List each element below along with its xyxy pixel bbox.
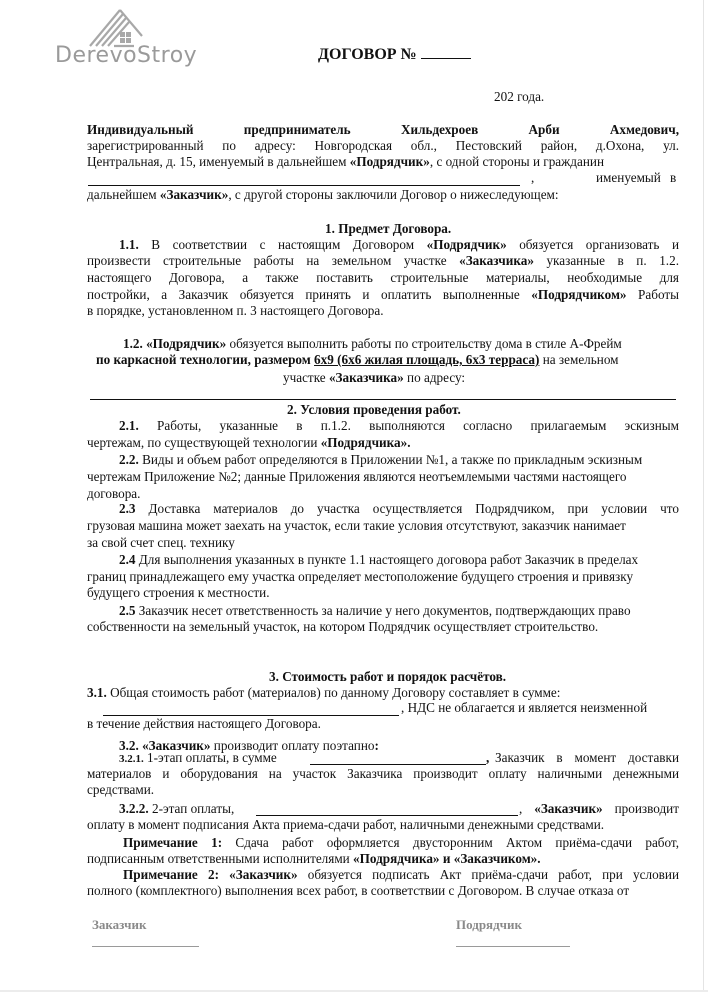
clause-2-4-line-3: будущего строения к местности. xyxy=(87,585,270,600)
preamble-word: именуемый xyxy=(596,170,661,185)
text: Доставка материалов до участка осуществляется Подрядчиком, при условии что xyxy=(135,501,679,516)
clause-number: 2.1. xyxy=(119,418,139,433)
contractor-term: «Подрядчик» xyxy=(426,237,507,252)
text: , xyxy=(486,750,490,765)
text: 2-этап оплаты, xyxy=(148,801,235,816)
text: указанные в п. 1.2. xyxy=(533,253,679,268)
customer-signature-line xyxy=(92,946,199,947)
stage-2-sum-blank xyxy=(256,815,518,816)
clause-1-1-line-3: настоящего Договора, а также поставить строительные материалы, необходимые для xyxy=(87,270,679,285)
customer-term: «Заказчика» xyxy=(328,370,404,385)
text: Центральная, д. 15, именуемый в дальнейшем xyxy=(87,154,350,169)
clause-1-2-line-2 xyxy=(96,352,619,368)
page-edge xyxy=(703,0,704,992)
text: по каркасной технологии, размером xyxy=(96,352,315,367)
clause-3-1-line-3: в течение действия настоящего Договора. xyxy=(87,716,321,731)
customer-signature-label: Заказчик xyxy=(92,917,147,932)
text: производит xyxy=(602,801,679,816)
customer-term: «Заказчика» xyxy=(459,253,534,268)
clause-2-4-line-1 xyxy=(119,552,638,568)
customer-term: «Заказчик» xyxy=(534,801,603,816)
clause-3-2-2-line-2: оплату в момент подписания Акта приема-сдачи работ, наличными денежными средствами. xyxy=(87,817,605,832)
clause-1-2-line-3 xyxy=(283,370,465,386)
logo-house-icon xyxy=(86,6,146,48)
stage-1-sum-blank xyxy=(310,764,486,765)
customer-term: «Заказчик» xyxy=(142,738,211,753)
clause-2-2-line-2: чертежам Приложение №2; данные Приложения являются неотъемлемыми частями настоящего xyxy=(87,469,627,484)
clause-2-5-line-1 xyxy=(119,603,631,619)
clause-3-2-1-line-2: материалов и оборудования на участок Заказчика производит оплату наличными денежными xyxy=(87,766,679,781)
preamble-line-1: Индивидуальный предприниматель Хильдехроев Арби Ахмедович, xyxy=(87,122,679,137)
clause-1-1-line-1 xyxy=(119,237,679,253)
clause-2-3-line-2: грузовая машина может заехать на участок, если такие условия отсутствуют, заказчик нанимает xyxy=(87,518,626,533)
section-2-title: 2. Условия проведения работ. xyxy=(287,402,461,417)
clause-1-2-line-1 xyxy=(123,336,622,352)
text: Работы xyxy=(626,287,679,302)
clause-1-1-line-4 xyxy=(87,287,679,303)
contractor-term: «Подрядчик» xyxy=(349,154,430,169)
contract-number-blank xyxy=(421,58,471,59)
clause-2-3-line-3: за свой счет спец. технику xyxy=(87,535,235,550)
note-1-line-1 xyxy=(123,835,679,851)
text: чертежам, по существующей технологии xyxy=(87,435,321,450)
clause-1-1-line-5: в порядке, установленном п. 3 настоящего Договора. xyxy=(87,303,384,318)
clause-2-2-line-1 xyxy=(119,452,642,468)
customer-term: «Заказчик» xyxy=(159,187,229,202)
clause-2-5-line-2: собственности на земельный участок, на котором Подрядчик осуществляет строительство. xyxy=(87,619,599,634)
text: на земельном xyxy=(539,352,619,367)
text: по адресу: xyxy=(403,370,466,385)
clause-number: 3.2.1. xyxy=(119,753,144,765)
house-size: 6х9 (6х6 жилая площадь, 6х3 терраса) xyxy=(314,352,540,367)
text: обязуется организовать и xyxy=(506,237,680,252)
contractor-term: «Подрядчик» xyxy=(146,336,227,351)
text: подписанным ответственными исполнителями xyxy=(87,851,354,866)
clause-number: 1.1. xyxy=(119,237,139,252)
clause-number: 3.2. xyxy=(119,738,143,753)
contractor-term: «Подрядчика». xyxy=(320,435,411,450)
text: участке xyxy=(283,370,329,385)
clause-2-1-line-2 xyxy=(87,435,411,451)
text: постройки, а Заказчик обязуется принять и оплатить выполненные xyxy=(87,287,532,302)
clause-number: 2.5 xyxy=(119,603,136,618)
text: дальнейшем xyxy=(87,187,160,202)
preamble-line-2: зарегистрированный по адресу: Новгородская обл., Пестовский район, д.Охона, ул. xyxy=(87,138,679,153)
clause-3-2-2-line-1 xyxy=(119,801,234,817)
clause-number: 2.4 xyxy=(119,552,136,567)
title-text: ДОГОВОР № xyxy=(318,46,417,63)
parties-term: «Подрядчика» и «Заказчиком». xyxy=(353,851,541,866)
clause-2-1-line-1 xyxy=(119,418,679,434)
text: Работы, указанные в п.1.2. выполняются согласно прилагаемым эскизным xyxy=(138,418,679,433)
year-line: 202 года. xyxy=(494,89,545,104)
clause-3-1-line-2: , НДС не облагается и является неизменной xyxy=(401,700,648,715)
text: Заказчик в момент доставки xyxy=(495,750,679,765)
preamble-word: в xyxy=(670,170,677,185)
contractor-term: «Подрядчиком» xyxy=(531,287,627,302)
clause-number: 3.2.2. xyxy=(119,801,149,816)
clause-3-1-line-1 xyxy=(87,685,560,701)
note-label: Примечание 2: «Заказчик» xyxy=(123,867,298,882)
text: , с другой стороны заключили Договор о нижеследующем: xyxy=(228,187,559,202)
text: 1-этап оплаты, в сумме xyxy=(143,750,277,765)
text: Для выполнения указанных в пункте 1.1 настоящего договора работ Заказчик в пределах xyxy=(135,552,639,567)
contractor-signature-line xyxy=(456,946,570,947)
text: обязуется выполнить работы по строительству дома в стиле А-Фрейм xyxy=(226,336,622,351)
clause-number: 2.3 xyxy=(119,501,136,516)
note-1-line-2 xyxy=(87,851,541,867)
clause-3-2-2-tail xyxy=(519,801,679,817)
text: произвести строительные работы на земельном участке xyxy=(87,253,460,268)
address-blank xyxy=(90,399,676,400)
text: Общая стоимость работ (материалов) по данному Договору составляет в сумме: xyxy=(106,685,561,700)
clause-number: 3.1. xyxy=(87,685,107,700)
preamble-comma: , xyxy=(531,170,535,185)
note-2-line-2: полного (комплектного) выполнения всех работ, в соответствии с Договором. В случае отказа от xyxy=(87,883,630,898)
text: обязуется подписать Акт приёма-сдачи работ, при условии xyxy=(297,867,680,882)
clause-number: 1.2. xyxy=(123,336,147,351)
text: Заказчик несет ответственность за наличие у него документов, подтверждающих право xyxy=(135,603,631,618)
clause-3-2-1-line-3: средствами. xyxy=(87,782,155,797)
document-title xyxy=(318,46,471,64)
text: : xyxy=(374,738,379,753)
clause-2-4-line-2: границ принадлежащего ему участка определяет местоположение будущего строения и привязку xyxy=(87,569,634,584)
text: Сдача работ оформляется двусторонним Актом приёма-сдачи работ, xyxy=(222,835,679,850)
clause-number: 2.2. xyxy=(119,452,139,467)
note-2-line-1 xyxy=(123,867,679,883)
clause-2-3-line-1 xyxy=(119,501,679,517)
text: , xyxy=(519,801,535,816)
contractor-signature-label: Подрядчик xyxy=(456,917,522,932)
section-1-title: 1. Предмет Договора. xyxy=(325,221,452,236)
note-label: Примечание 1: xyxy=(123,835,223,850)
clause-2-2-line-3: договора. xyxy=(87,486,141,501)
text: Виды и объем работ определяются в Приложении №1, а также по прикладным эскизным xyxy=(138,452,643,467)
customer-name-blank xyxy=(88,185,520,186)
section-3-title: 3. Стоимость работ и порядок расчётов. xyxy=(269,669,507,684)
text: производит оплату поэтапно xyxy=(210,738,375,753)
text: В соответствии с настоящим Договором xyxy=(138,237,427,252)
preamble-line-3 xyxy=(87,154,604,170)
clause-1-1-line-2 xyxy=(87,253,679,269)
logo-wordmark: DerevoStroy xyxy=(55,43,198,68)
text: , с одной стороны и гражданин xyxy=(429,154,605,169)
preamble-line-5 xyxy=(87,187,559,203)
